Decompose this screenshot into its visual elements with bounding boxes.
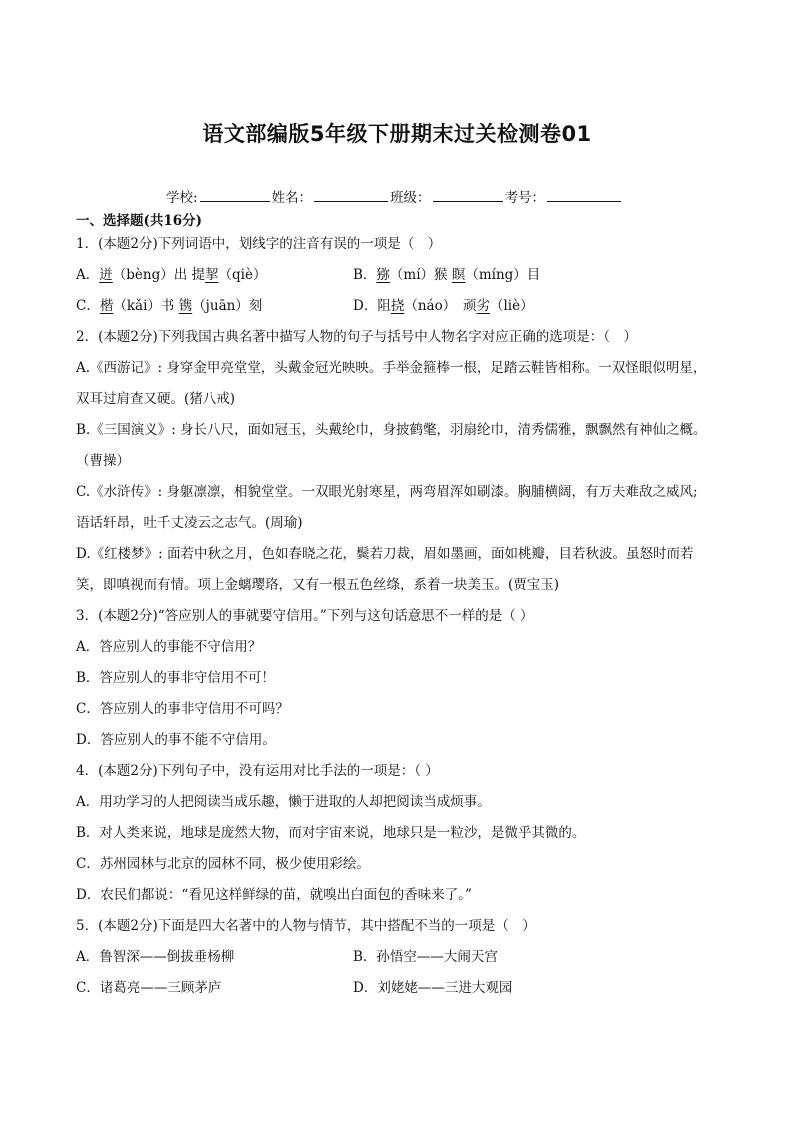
- class-blank: [433, 189, 503, 202]
- question-5-stem: 5．(本题2分)下面是四大名著中的人物与情节，其中搭配不当的一项是（ ）: [76, 918, 536, 934]
- question-5-options-row-2: [76, 973, 726, 1004]
- question-1-options-row-2: [76, 291, 726, 322]
- school-blank: [200, 189, 270, 202]
- question-1-option-c: C．楷（kǎi）书 镌（juān）刻: [76, 298, 263, 314]
- question-5-option-b: B．孙悟空——大闹天宫: [353, 949, 498, 965]
- question-1-option-d: D．阻挠（náo） 顽劣（liè）: [353, 298, 534, 314]
- exam-no-blank: [547, 189, 621, 202]
- section-heading: 一、选择题(共16分): [76, 213, 203, 229]
- question-1-options-row-1: [76, 260, 726, 291]
- question-2-option-a-line-2: 双耳过肩查又硬。(猪八戒): [76, 391, 236, 407]
- question-4-option-c: C．苏州园林与北京的园林不同，极少使用彩绘。: [76, 856, 370, 872]
- question-2-option-d-line-2: 笑，即嗔视而有情。项上金螭璎珞，又有一根五色丝绦，系着一块美玉。(贾宝玉): [76, 577, 560, 593]
- school-label: 学校:: [166, 190, 198, 206]
- question-1-option-b: B．猕（mí）猴 瞑（míng）目: [353, 267, 541, 283]
- question-5-option-c: C．诸葛亮——三顾茅庐: [76, 980, 222, 996]
- question-4-stem: 4．(本题2分)下列句子中，没有运用对比手法的一项是：（ ）: [76, 763, 439, 779]
- question-5-option-a: A．鲁智深——倒拔垂杨柳: [76, 949, 235, 965]
- question-3-option-a: A．答应别人的事能不守信用？: [76, 639, 262, 655]
- question-4-option-d: D．农民们都说：“看见这样鲜绿的苗，就嗅出白面包的香味来了。”: [76, 887, 472, 903]
- question-3-option-d: D．答应别人的事不能不守信用。: [76, 732, 276, 748]
- question-4-option-a: A．用功学习的人把阅读当成乐趣，懒于进取的人却把阅读当成烦事。: [76, 794, 491, 810]
- class-label: 班级：: [390, 190, 431, 206]
- question-2-option-b-line-1: B.《三国演义》: 身长八尺，面如冠玉，头戴纶巾，身披鹤氅，羽扇纶巾，清秀儒雅，飘飘然有神仙之概。: [76, 422, 707, 438]
- page-title: 语文部编版5年级下册期末过关检测卷01: [202, 122, 592, 146]
- question-1-option-a: A．迸（bèng）出 提挈（qiè）: [76, 267, 267, 283]
- question-2-option-a-line-1: A.《西游记》: 身穿金甲亮堂堂，头戴金冠光映映。手举金箍棒一根，足踏云鞋皆相称。一双怪眼似明星，: [76, 360, 707, 376]
- student-info-line: [166, 186, 623, 206]
- question-2-option-c-line-1: C.《水浒传》: 身躯凛凛，相貌堂堂。一双眼光射寒星，两弯眉浑如刷漆。胸脯横阔，有万夫难敌之威风;: [76, 484, 698, 500]
- question-2-option-b-line-2: （曹操）: [76, 453, 130, 469]
- question-5-option-d: D．刘姥姥——三进大观园: [353, 980, 513, 996]
- question-3-option-c: C．答应别人的事非守信用不可吗？: [76, 701, 289, 717]
- question-1-stem: 1．(本题2分)下列词语中，划线字的注音有误的一项是（ ）: [76, 236, 442, 252]
- name-label: 姓名：: [271, 190, 313, 206]
- questions-body: [76, 229, 726, 1004]
- question-3-stem: 3．(本题2分)“答应别人的事就要守信用。”下列与这句话意思不一样的是（ ）: [76, 608, 534, 624]
- question-5-options-row-1: [76, 942, 726, 973]
- question-3-option-b: B．答应别人的事非守信用不可！: [76, 670, 275, 686]
- question-2-option-d-line-1: D.《红楼梦》: 面若中秋之月，色如春晓之花，鬓若刀裁，眉如墨画，面如桃瓣，目若秋波。虽怒时而若: [76, 546, 694, 562]
- question-4-option-b: B．对人类来说，地球是庞然大物，而对宇宙来说，地球只是一粒沙，是微乎其微的。: [76, 825, 586, 841]
- question-2-stem: 2．(本题2分)下列我国古典名著中描写人物的句子与括号中人物名字对应正确的选项是：（ ）: [76, 329, 637, 345]
- exam-no-label: 考号：: [504, 190, 546, 206]
- question-2-option-c-line-2: 语话轩昂，吐千丈凌云之志气。(周瑜): [76, 515, 303, 531]
- name-blank: [314, 189, 388, 202]
